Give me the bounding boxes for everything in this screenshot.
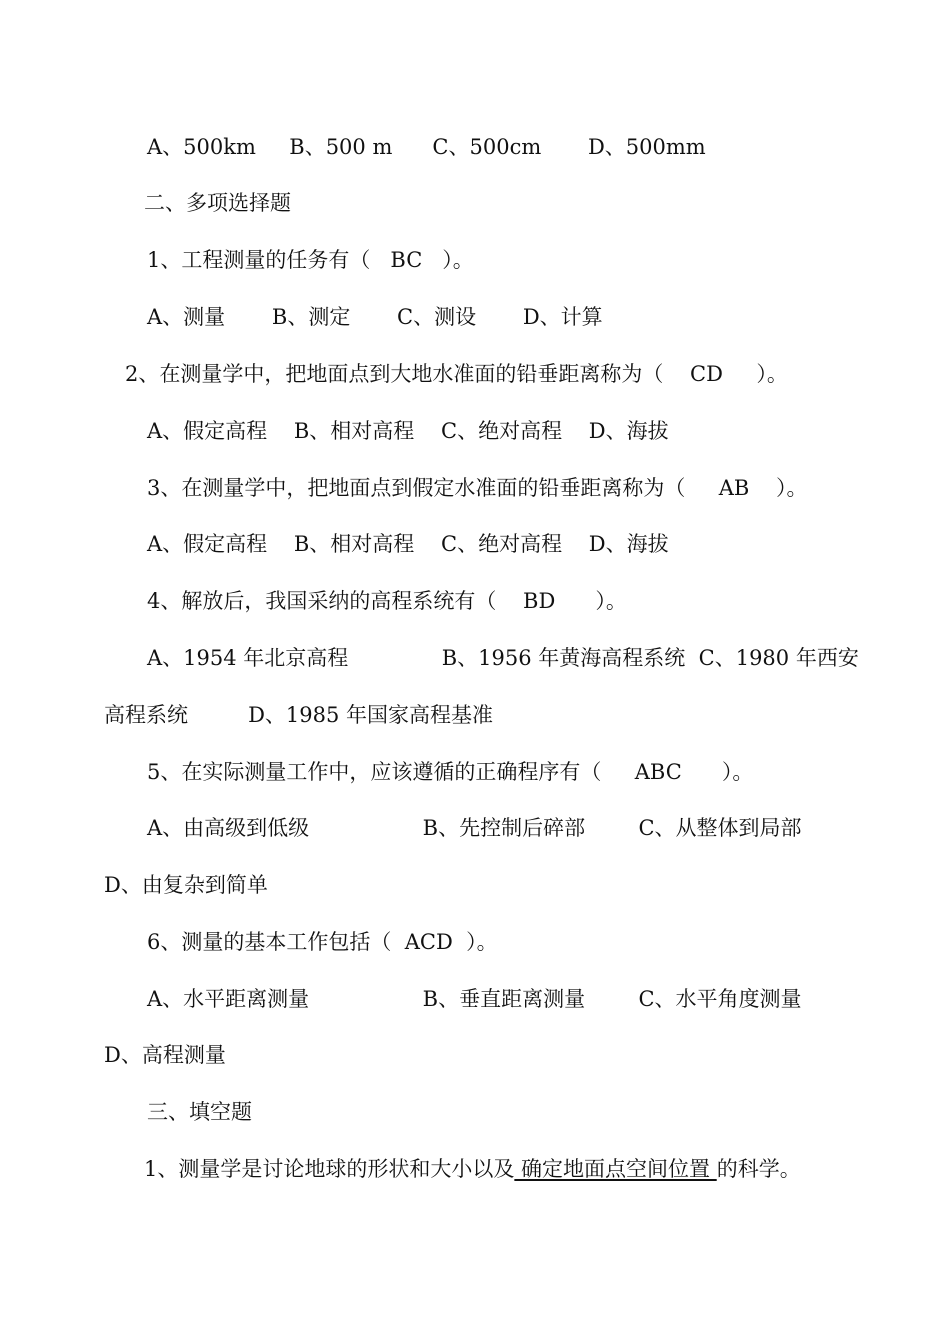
question-1-options: A、测量 B、测定 C、测设 D、计算 bbox=[147, 305, 603, 329]
question-4-options: A、1954 年北京高程 B、1956 年黄海高程系统 C、1980 年西安 bbox=[147, 646, 859, 670]
section-heading-multiple-choice: 二、多项选择题 bbox=[144, 191, 291, 215]
question-6: 6、测量的基本工作包括（ ACD ）。 bbox=[147, 930, 498, 954]
q-options-line: A、500km B、500 m C、500cm D、500mm bbox=[147, 135, 706, 159]
question-6-options-cont: D、高程测量 bbox=[104, 1043, 226, 1067]
fill-blank-text-after: 的科学。 bbox=[716, 1157, 801, 1181]
fill-blank-text-before: 1、测量学是讨论地球的形状和大小以及 bbox=[144, 1157, 515, 1181]
question-5: 5、在实际测量工作中，应该遵循的正确程序有（ ABC ）。 bbox=[147, 760, 754, 784]
fill-blank-answer: 确定地面点空间位置 bbox=[514, 1157, 717, 1181]
fill-blank-question-1 bbox=[144, 1155, 801, 1183]
question-2-options: A、假定高程 B、相对高程 C、绝对高程 D、海拔 bbox=[147, 419, 669, 443]
question-3-options: A、假定高程 B、相对高程 C、绝对高程 D、海拔 bbox=[147, 532, 669, 556]
section-heading-fill-blank: 三、填空题 bbox=[147, 1100, 252, 1124]
question-3: 3、在测量学中，把地面点到假定水准面的铅垂距离称为（ AB ）。 bbox=[147, 476, 808, 500]
question-6-options: A、水平距离测量 B、垂直距离测量 C、水平角度测量 bbox=[147, 987, 802, 1011]
question-5-options: A、由高级到低级 B、先控制后碎部 C、从整体到局部 bbox=[147, 816, 802, 840]
question-4-options-cont: 高程系统 D、1985 年国家高程基准 bbox=[104, 703, 494, 727]
question-4: 4、解放后，我国采纳的高程系统有（ BD ）。 bbox=[147, 589, 627, 613]
question-5-options-cont: D、由复杂到简单 bbox=[104, 873, 268, 897]
question-1: 1、工程测量的任务有（ BC ）。 bbox=[147, 248, 474, 272]
question-2: 2、在测量学中，把地面点到大地水准面的铅垂距离称为（ CD ）。 bbox=[125, 362, 788, 386]
